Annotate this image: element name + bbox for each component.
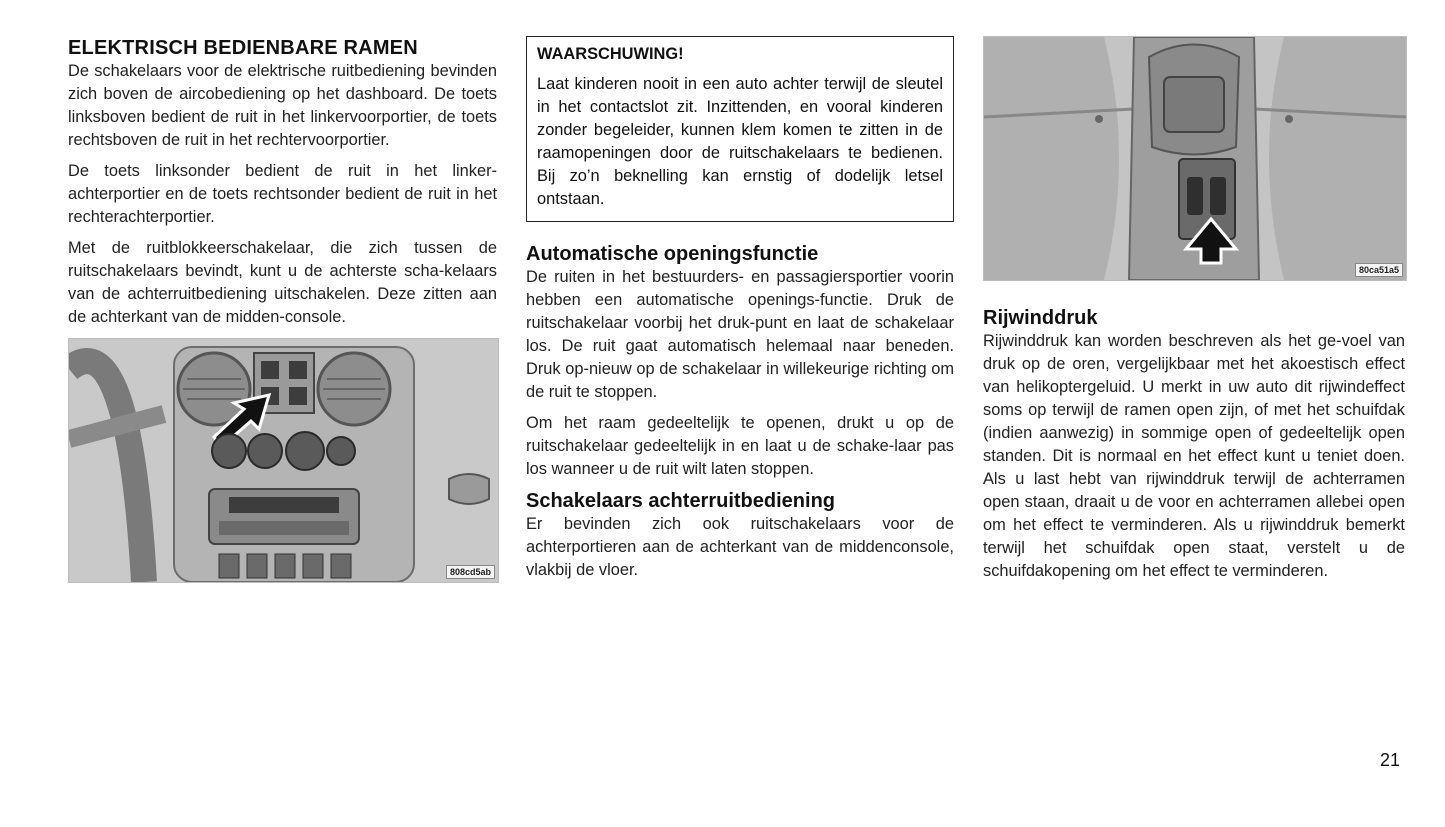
column-right [983, 36, 1405, 591]
paragraph: Er bevinden zich ook ruitschakelaars voor de achterportieren aan de achterkant van de middenconsole, vlakbij de vloer. [526, 515, 954, 579]
section-heading-auto-open: Automatische openingsfunctie [526, 243, 819, 265]
column-middle [526, 36, 954, 590]
dashboard-window-switches-figure [68, 338, 499, 583]
paragraph: Met de ruitblokkeerschakelaar, die zich tussen de ruitschakelaars bevindt, kunt u de achterste scha-kelaars van de achterruitbediening uitschakelen. Deze zitten aan de achterkant van de midden-console. [68, 239, 497, 326]
paragraph: De toets linksonder bedient de ruit in het linker-achterportier en de toets rechtsonder bedient de ruit in het rechterachterportier. [68, 162, 497, 226]
paragraph: De schakelaars voor de elektrische ruitbediening bevinden zich boven de aircobediening op het dashboard. De toets linksboven bedient de ruit in het linkervoorportier, de toets rechtsboven de ruit in het rechtervoorportier. [68, 62, 497, 149]
warning-box [526, 36, 954, 222]
rear-console-illustration [984, 37, 1406, 280]
paragraph: Rijwinddruk kan worden beschreven als het ge-voel van druk op de oren, vergelijkbaar met het akoestisch effect van helikoptergeluid. U merkt in uw auto dit rijwindeffect soms op terwijl de ramen open zijn, of met het schuifdak (indien aanwezig) in sommige open of gedeeltelijk open standen. Dit is normaal en het effect kunt u teniet doen. Als u last hebt van rijwinddruk terwijl de achterramen open staan, draait u de voor en achterramen allebei open om het effect te verminderen. Als u rijwinddruk bemerkt terwijl het schuifdak open staat, verstelt u de schuifdakopening om het effect te verminderen. [983, 332, 1405, 580]
paragraph: Om het raam gedeeltelijk te openen, drukt u op de ruitschakelaar gedeeltelijk in en laat u de schake-laar pas los wanneer u de ruit wilt laten stoppen. [526, 414, 954, 478]
warning-title: WAARSCHUWING! [537, 45, 684, 63]
section-heading-electric-windows: ELEKTRISCH BEDIENBARE RAMEN [68, 37, 418, 59]
figure-code: 80ca51a5 [1355, 263, 1403, 277]
page-number: 21 [1380, 750, 1401, 770]
rear-console-switches-figure [983, 36, 1407, 281]
paragraph: De ruiten in het bestuurders- en passagiersportier voorin hebben een automatische openings-functie. Druk de ruitschakelaar voorbij het druk-punt en laat de schakelaar los. De ruit gaat automatisch helemaal naar beneden. Druk op-nieuw op de schakelaar in willekeurige richting om de ruit te stoppen. [526, 268, 954, 401]
warning-text: Laat kinderen nooit in een auto achter terwijl de sleutel in het contactslot zit. Inzittenden, en vooral kinderen zonder begeleider, kunnen klem komen te zitten in de raamopeningen door de ruitschakelaars te bedienen. Bij zo’n beknelling kan ernstig of dodelijk letsel ontstaan. [537, 75, 943, 208]
dashboard-illustration [69, 339, 498, 582]
section-heading-wind-buffeting: Rijwinddruk [983, 307, 1098, 329]
section-heading-rear-switches: Schakelaars achterruitbediening [526, 490, 836, 512]
figure-code: 808cd5ab [446, 565, 495, 579]
column-left [68, 36, 497, 583]
